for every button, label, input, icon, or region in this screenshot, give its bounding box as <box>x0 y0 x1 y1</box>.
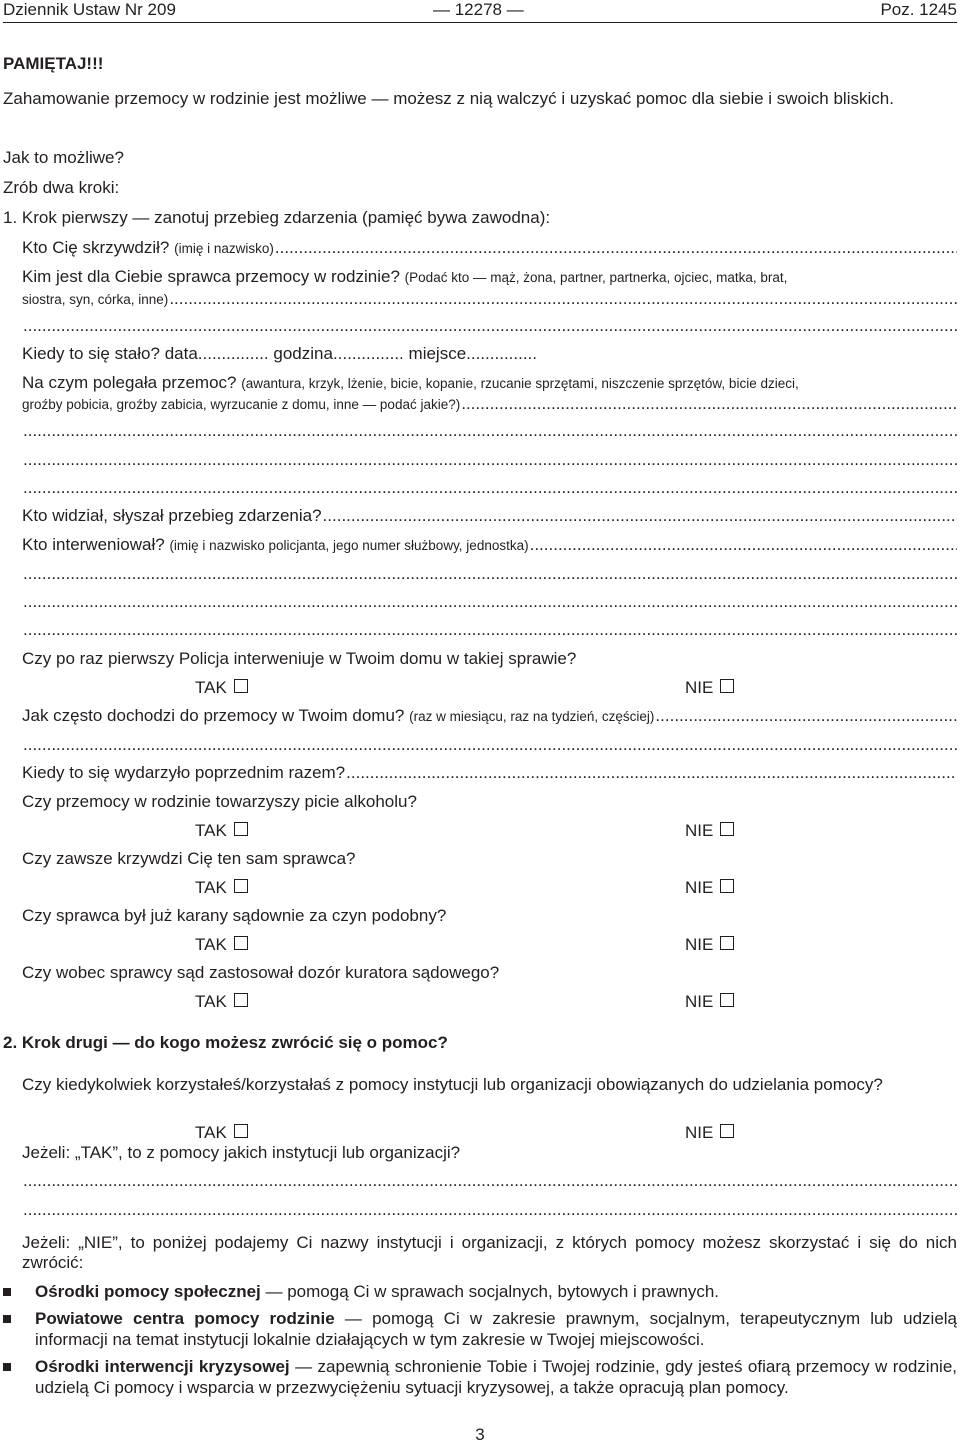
step1-title: 1. Krok pierwszy — zanotuj przebieg zdarzenia (pamięć bywa zawodna): <box>3 208 551 227</box>
last-time-label: Kiedy to się wydarzyło poprzednim razem? <box>22 763 346 782</box>
page-range: — 12278 — <box>433 0 524 19</box>
last-time-field[interactable] <box>22 763 957 783</box>
fill-line[interactable] <box>169 289 957 309</box>
how-often-extra-field[interactable] <box>22 735 957 755</box>
checkbox[interactable] <box>234 936 248 950</box>
page-header <box>3 0 957 23</box>
institution-item <box>35 1308 957 1350</box>
perpetrator-hint: (Podać kto — mąż, żona, partner, partnerka, ojciec, matka, brat, <box>404 270 788 285</box>
used-help-no[interactable]: NIE <box>685 1123 734 1143</box>
hour-field[interactable]: ............... <box>332 344 404 363</box>
punished-no[interactable]: NIE <box>685 935 734 955</box>
if-yes-field[interactable] <box>22 1200 957 1220</box>
first-time-question: Czy po raz pierwszy Policja interweniuje w Twoim domu w takiej sprawie? <box>22 649 577 668</box>
what-extra-field[interactable] <box>22 450 957 470</box>
intervened-hint: (imię i nazwisko policjanta, jego numer służbowy, jednostka) <box>169 538 529 553</box>
fill-line[interactable] <box>23 1200 957 1220</box>
who-hurt-label: Kto Cię skrzywdził? <box>22 238 170 257</box>
fill-line[interactable] <box>23 478 957 498</box>
institution-desc: — zapewnią schronienie Tobie i Twojej rodzinie, gdy jesteś ofiarą przemocy w rodzinie, udzielą Ci pomocy i wsparcia w przezwyciężeniu sytuacji kryzysowej, a także opracują plan pomocy. <box>35 1357 957 1397</box>
remember-heading: PAMIĘTAJ!!! <box>3 54 104 73</box>
fill-line[interactable] <box>530 535 957 555</box>
step2-title: 2. Krok drugi — do kogo możesz zwrócić się o pomoc? <box>3 1033 448 1052</box>
page-number: 3 <box>475 1425 485 1444</box>
what-extra-field[interactable] <box>22 421 957 441</box>
what-extra-field[interactable] <box>22 478 957 498</box>
first-time-no[interactable]: NIE <box>685 678 734 698</box>
intervened-extra-field[interactable] <box>22 620 957 640</box>
used-help-yes[interactable]: TAK <box>195 1123 248 1143</box>
perpetrator-row <box>22 267 957 288</box>
checkbox[interactable] <box>720 822 734 836</box>
bullet-icon <box>3 1315 11 1323</box>
slogan: Zahamowanie przemocy w rodzinie jest możliwe — możesz z nią walczyć i uzyskać pomoc dla siebie i swoich bliskich. <box>3 89 894 108</box>
institution-desc: — pomogą Ci w sprawach socjalnych, bytowych i prawnych. <box>260 1282 720 1301</box>
if-yes-question: Jeżeli: „TAK”, to z pomocy jakich instytucji lub organizacji? <box>22 1143 461 1162</box>
checkbox[interactable] <box>720 1124 734 1138</box>
intervened-field[interactable] <box>22 535 957 556</box>
fill-line[interactable] <box>23 1171 957 1191</box>
fill-line[interactable] <box>461 394 957 414</box>
when-row <box>22 344 957 364</box>
who-hurt-field[interactable] <box>22 238 957 259</box>
fill-line[interactable] <box>23 316 957 336</box>
punished-question: Czy sprawca był już karany sądownie za czyn podobny? <box>22 906 447 925</box>
intervened-extra-field[interactable] <box>22 592 957 612</box>
checkbox[interactable] <box>720 879 734 893</box>
date-field[interactable]: ............... <box>197 344 269 363</box>
how-often-label: Jak często dochodzi do przemocy w Twoim domu? <box>22 706 405 725</box>
hour-label: godzina <box>273 344 333 363</box>
checkbox[interactable] <box>720 679 734 693</box>
institution-name: Ośrodki pomocy społecznej <box>35 1282 261 1301</box>
probation-no[interactable]: NIE <box>685 992 734 1012</box>
checkbox[interactable] <box>720 936 734 950</box>
perpetrator-field[interactable] <box>22 289 957 310</box>
fill-line[interactable] <box>23 421 957 441</box>
who-hurt-hint: (imię i nazwisko) <box>174 241 274 256</box>
punished-yes[interactable]: TAK <box>195 935 248 955</box>
fill-line[interactable] <box>23 592 957 612</box>
checkbox[interactable] <box>720 993 734 1007</box>
perpetrator-extra-field[interactable] <box>22 316 957 336</box>
steps-intro: Zrób dwa kroki: <box>3 178 120 197</box>
witness-label: Kto widział, słyszał przebieg zdarzenia? <box>22 506 322 525</box>
probation-question: Czy wobec sprawcy sąd zastosował dozór kuratora sądowego? <box>22 963 500 982</box>
institution-item <box>35 1356 957 1398</box>
if-no-text: Jeżeli: „NIE”, to poniżej podajemy Ci nazwy instytucji i organizacji, z których pomocy możesz skorzystać i się do nich zwrócić: <box>22 1233 957 1272</box>
fill-line[interactable] <box>275 238 957 258</box>
how-question: Jak to możliwe? <box>3 148 124 167</box>
how-often-hint: (raz w miesiącu, raz na tydzień, częściej) <box>409 709 655 724</box>
first-time-yes[interactable]: TAK <box>195 678 248 698</box>
what-hint-cont: groźby pobicia, groźby zabicia, wyrzucanie z domu, inne — podać jakie?) <box>22 397 461 412</box>
when-label: Kiedy to się stało? data <box>22 344 198 363</box>
checkbox[interactable] <box>234 822 248 836</box>
used-help-question: Czy kiedykolwiek korzystałeś/korzystałaś z pomocy instytucji lub organizacji obowiązanych do udzielania pomocy? <box>22 1075 883 1094</box>
bullet-icon <box>3 1288 11 1296</box>
institution-name: Powiatowe centra pomocy rodzinie <box>35 1309 335 1328</box>
intervened-extra-field[interactable] <box>22 564 957 584</box>
intervened-label: Kto interweniował? <box>22 535 165 554</box>
perpetrator-label: Kim jest dla Ciebie sprawca przemocy w rodzinie? <box>22 267 400 286</box>
place-field[interactable]: ............... <box>466 344 538 363</box>
perpetrator-hint-cont: siostra, syn, córka, inne) <box>22 292 169 307</box>
checkbox[interactable] <box>234 993 248 1007</box>
what-field[interactable] <box>22 394 957 415</box>
witness-field[interactable] <box>22 506 957 526</box>
fill-line[interactable] <box>23 735 957 755</box>
what-label: Na czym polegała przemoc? <box>22 373 237 392</box>
fill-line[interactable] <box>346 763 957 783</box>
if-yes-field[interactable] <box>22 1171 957 1191</box>
institution-name: Ośrodki interwencji kryzysowej <box>35 1357 290 1376</box>
checkbox[interactable] <box>234 879 248 893</box>
same-no[interactable]: NIE <box>685 878 734 898</box>
place-label: miejsce <box>408 344 467 363</box>
checkbox[interactable] <box>234 1124 248 1138</box>
same-yes[interactable]: TAK <box>195 878 248 898</box>
same-perpetrator-question: Czy zawsze krzywdzi Cię ten sam sprawca? <box>22 849 356 868</box>
probation-yes[interactable]: TAK <box>195 992 248 1012</box>
what-row <box>22 373 957 394</box>
alcohol-yes[interactable]: TAK <box>195 821 248 841</box>
alcohol-question: Czy przemocy w rodzinie towarzyszy picie alkoholu? <box>22 792 417 811</box>
checkbox[interactable] <box>234 679 248 693</box>
institution-item <box>35 1281 957 1302</box>
what-hint: (awantura, krzyk, lżenie, bicie, kopanie, rzucanie sprzętami, niszczenie sprzętów, bicie dzieci, <box>241 376 799 391</box>
fill-line[interactable] <box>655 706 957 726</box>
fill-line[interactable] <box>23 620 957 640</box>
fill-line[interactable] <box>323 506 957 526</box>
position-number: Poz. 1245 <box>880 0 957 19</box>
institution-desc: — pomogą Ci w zakresie prawnym, socjalnym, terapeutycznym lub udzielą informacji na temat instytucji lokalnie działających w tym zakresie w Twojej miejscowości. <box>35 1309 958 1349</box>
fill-line[interactable] <box>23 450 957 470</box>
bullet-icon <box>3 1363 11 1371</box>
alcohol-no[interactable]: NIE <box>685 821 734 841</box>
fill-line[interactable] <box>23 564 957 584</box>
how-often-field[interactable] <box>22 706 957 727</box>
journal-title: Dziennik Ustaw Nr 209 <box>3 0 176 19</box>
